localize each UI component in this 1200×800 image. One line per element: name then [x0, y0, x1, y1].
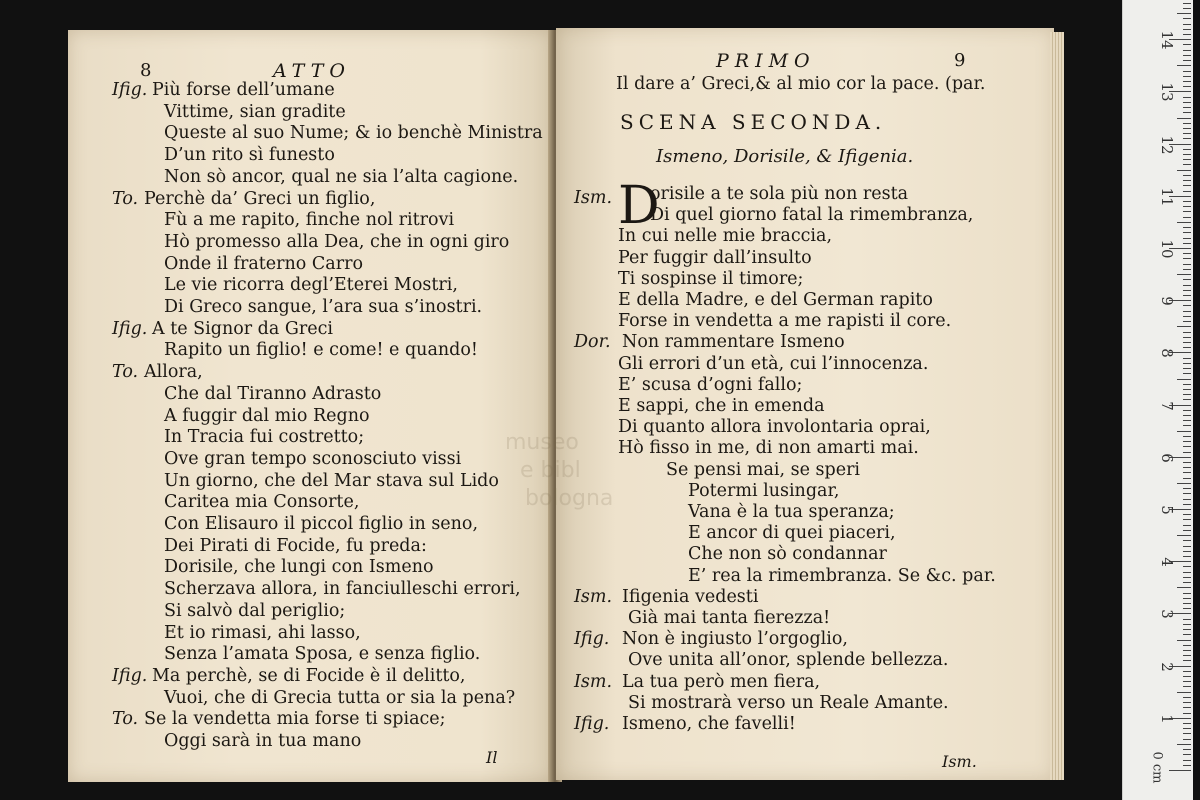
verse-line: Allora,: [144, 362, 203, 383]
verse-line: Gli errori d’un età, cui l’innocenza.: [618, 353, 929, 374]
ruler-tick: [1183, 660, 1191, 661]
verse-line: In cui nelle mie braccia,: [618, 226, 833, 247]
ruler-number: 4: [1158, 557, 1176, 567]
ruler-tick: [1183, 290, 1191, 291]
verse-line: E sappi, che in emenda: [618, 396, 825, 416]
verse-line: Caritea mia Consorte,: [164, 492, 360, 513]
ruler-tick: [1183, 728, 1191, 729]
ruler-tick: [1183, 467, 1191, 468]
verse-line: Di quel giorno fatal la rimembranza,: [650, 205, 974, 226]
ruler-tick: [1183, 676, 1191, 677]
speaker-label: Ifig.: [112, 665, 148, 686]
ruler-tick: [1183, 373, 1191, 374]
verse-line: Non sò ancor, qual ne sia l’alta cagione.: [164, 166, 519, 187]
ruler-tick: [1183, 3, 1191, 4]
ruler-number: 6: [1158, 453, 1176, 463]
ruler-tick: [1183, 238, 1191, 239]
ruler-tick: [1177, 640, 1191, 641]
ruler-tick: [1183, 410, 1191, 411]
ruler-tick: [1183, 645, 1191, 646]
ruler-tick: [1183, 551, 1191, 552]
ruler-number: 11: [1158, 187, 1176, 207]
speaker-label: Ism.: [574, 188, 613, 208]
ruler-tick: [1183, 514, 1191, 515]
ruler-tick: [1183, 582, 1191, 583]
verse-line: Hò fisso in me, di non amarti mai.: [618, 438, 919, 459]
ruler-tick: [1183, 185, 1191, 186]
ruler-tick: [1183, 399, 1191, 400]
ruler-tick: [1183, 671, 1191, 672]
verse-line: Si salvò dal periglio;: [164, 600, 346, 621]
ruler-tick: [1183, 206, 1191, 207]
verse-line: Vittime, sian gradite: [164, 101, 346, 122]
ruler-tick: [1183, 713, 1191, 714]
ruler-tick: [1183, 201, 1191, 202]
ruler-tick: [1183, 180, 1191, 181]
ruler-tick: [1183, 389, 1191, 390]
ruler-tick: [1183, 44, 1191, 45]
ruler-number: 14: [1158, 30, 1176, 50]
left-page: [68, 30, 553, 782]
ruler-tick: [1183, 227, 1191, 228]
ruler-tick: [1183, 149, 1191, 150]
ruler-tick: [1183, 97, 1191, 98]
verse-line: E’ rea la rimembranza. Se &c. par.: [688, 565, 996, 586]
speaker-label: To.: [112, 709, 139, 730]
ruler-tick: [1183, 504, 1191, 505]
ruler-tick: [1183, 593, 1191, 594]
ruler-tick: [1183, 733, 1191, 734]
verse-line: Dorisile, che lungi con Ismeno: [164, 557, 434, 578]
ruler-tick: [1183, 608, 1191, 609]
verse-line: Rapito un figlio! e come! e quando!: [164, 340, 478, 361]
ruler-tick: [1183, 702, 1191, 703]
ruler-tick: [1177, 587, 1191, 588]
ruler-tick: [1183, 264, 1191, 265]
ruler-tick: [1183, 154, 1191, 155]
ruler-tick: [1177, 326, 1191, 327]
ruler-tick: [1177, 379, 1191, 380]
ruler-tick: [1183, 50, 1191, 51]
ruler-tick: [1183, 232, 1191, 233]
verse-line: Hò promesso alla Dea, che in ogni giro: [164, 231, 510, 252]
ruler-tick: [1183, 436, 1191, 437]
right-page-number: 9: [954, 50, 966, 71]
verse-line: Per fuggir dall’insulto: [618, 247, 812, 268]
ruler-tick: [1183, 29, 1191, 30]
verse-line: Di quanto allora involontaria oprai,: [618, 417, 931, 438]
verse-line: Vuoi, che di Grecia tutta or sia la pena?: [164, 687, 516, 708]
ruler-tick: [1169, 770, 1191, 771]
ruler-tick: [1183, 332, 1191, 333]
ruler-tick: [1183, 337, 1191, 338]
verse-line: D’un rito sì funesto: [164, 145, 335, 166]
speaker-label: Ism.: [574, 671, 613, 692]
ruler-tick: [1183, 499, 1191, 500]
ruler-tick: [1183, 76, 1191, 77]
ruler-tick: [1177, 170, 1191, 171]
verse-line: Ove unita all’onor, splende bellezza.: [628, 650, 949, 671]
verse-line: E ancor di quei piaceri,: [688, 523, 896, 544]
verse-line: Se pensi mai, se speri: [666, 459, 861, 480]
ruler-tick: [1177, 118, 1191, 119]
verse-line: Fù a me rapito, finche nol ritrovi: [164, 210, 455, 231]
verse-line: orisile a te sola più non resta: [650, 184, 909, 204]
ruler-number: 2: [1158, 661, 1176, 672]
right-catchword: Ism.: [942, 752, 977, 771]
ruler-tick: [1183, 760, 1191, 761]
ruler-number: 7: [1158, 400, 1176, 411]
verse-line: Che dal Tiranno Adrasto: [164, 383, 382, 404]
ruler-tick: [1183, 107, 1191, 108]
ruler-tick: [1183, 754, 1191, 755]
watermark-line: bologna: [525, 486, 614, 511]
verse-line: In Tracia fui costretto;: [164, 427, 365, 448]
ruler-tick: [1183, 295, 1191, 296]
ruler-tick: [1183, 452, 1191, 453]
ruler-tick: [1183, 321, 1191, 322]
watermark-line: museo: [505, 430, 579, 455]
ruler-number: 9: [1158, 296, 1176, 306]
ruler-tick: [1183, 681, 1191, 682]
ruler-tick: [1183, 258, 1191, 259]
ruler-tick: [1177, 13, 1191, 14]
verse-line: Che non sò condannar: [688, 544, 887, 565]
ruler-tick: [1183, 441, 1191, 442]
verse-line: Ove gran tempo sconosciuto vissi: [164, 448, 462, 469]
ruler-tick: [1183, 478, 1191, 479]
ruler-tick: [1183, 18, 1191, 19]
ruler-tick: [1177, 431, 1191, 432]
ruler-tick: [1183, 420, 1191, 421]
verse-line: Potermi lusingar,: [688, 480, 840, 501]
ruler-number: 1: [1158, 714, 1176, 724]
left-catchword: Il: [486, 748, 498, 767]
ruler-tick: [1183, 446, 1191, 447]
ruler-tick: [1183, 269, 1191, 270]
ruler-tick: [1183, 749, 1191, 750]
ruler-tick: [1183, 347, 1191, 348]
verse-line: Ismeno, che favelli!: [622, 714, 796, 734]
verse-line: Vana è la tua speranza;: [688, 502, 895, 522]
speaker-label: Dor.: [574, 332, 611, 353]
left-running-head: ATTO: [273, 60, 351, 82]
ruler-tick: [1183, 175, 1191, 176]
ruler-tick: [1183, 624, 1191, 625]
ruler-tick: [1183, 363, 1191, 364]
speaker-label: To.: [112, 362, 139, 383]
ruler-tick: [1183, 577, 1191, 578]
ruler-tick: [1183, 159, 1191, 160]
speaker-label: Ism.: [574, 586, 613, 607]
ruler-tick: [1183, 556, 1191, 557]
scene-title: SCENA SECONDA.: [620, 110, 887, 134]
ruler-tick: [1177, 744, 1191, 745]
verse-line: Onde il fraterno Carro: [164, 253, 363, 274]
left-page-number: 8: [140, 60, 152, 81]
ruler-tick: [1177, 65, 1191, 66]
ruler-tick: [1183, 311, 1191, 312]
verse-line: Queste al suo Nume; & io benchè Ministra: [164, 123, 543, 144]
ruler-tick: [1183, 546, 1191, 547]
ruler-tick: [1177, 222, 1191, 223]
ruler-tick: [1183, 707, 1191, 708]
ruler-tick: [1183, 279, 1191, 280]
right-page: [556, 28, 1054, 780]
verse-line: Dei Pirati di Focide, fu preda:: [164, 535, 427, 556]
ruler-number: 10: [1158, 239, 1176, 259]
ruler-tick: [1183, 384, 1191, 385]
ruler-tick: [1177, 692, 1191, 693]
ruler-tick: [1183, 8, 1191, 9]
ruler-tick: [1183, 697, 1191, 698]
ruler-tick: [1183, 128, 1191, 129]
ruler-tick: [1183, 55, 1191, 56]
right-first-line: Il dare a’ Greci,& al mio cor la pace. (par.: [616, 74, 986, 94]
ruler-tick: [1183, 650, 1191, 651]
ruler-tick: [1183, 316, 1191, 317]
right-running-head: PRIMO: [716, 50, 816, 72]
ruler-tick: [1183, 634, 1191, 635]
watermark-line: e bibl: [520, 458, 581, 483]
verse-line: Senza l’amata Sposa, e senza figlio.: [164, 644, 481, 665]
verse-line: E’ scusa d’ogni fallo;: [618, 374, 803, 395]
drop-cap: D: [618, 176, 660, 236]
verse-line: Più forse dell’umane: [152, 80, 335, 100]
ruler-tick: [1183, 629, 1191, 630]
ruler-tick: [1183, 519, 1191, 520]
ruler-tick: [1183, 243, 1191, 244]
ruler-tick: [1183, 472, 1191, 473]
ruler-tick: [1183, 493, 1191, 494]
verse-line: Ti sospinse il timore;: [618, 268, 804, 289]
ruler-tick: [1177, 535, 1191, 536]
ruler-tick: [1183, 305, 1191, 306]
verse-line: Scherzava allora, in fanciulleschi errori,: [164, 579, 521, 600]
ruler-tick: [1183, 138, 1191, 139]
verse-line: La tua però men fiera,: [622, 671, 821, 692]
ruler-tick: [1183, 164, 1191, 165]
speaker-label: Ifig.: [112, 318, 148, 339]
ruler-tick: [1183, 358, 1191, 359]
ruler-tick: [1183, 488, 1191, 489]
verse-line: Non rammentare Ismeno: [622, 332, 845, 353]
ruler-tick: [1183, 133, 1191, 134]
ruler-tick: [1183, 102, 1191, 103]
ruler-tick: [1183, 686, 1191, 687]
ruler-tick: [1183, 530, 1191, 531]
ruler-tick: [1183, 123, 1191, 124]
ruler-tick: [1183, 425, 1191, 426]
speaker-label: Ifig.: [112, 80, 148, 100]
ruler-tick: [1183, 765, 1191, 766]
ruler-number: 13: [1158, 82, 1176, 102]
verse-line: Un giorno, che del Mar stava sul Lido: [164, 470, 499, 491]
ruler-tick: [1183, 60, 1191, 61]
ruler-tick: [1183, 394, 1191, 395]
ruler-tick: [1183, 619, 1191, 620]
ruler-tick: [1183, 540, 1191, 541]
ruler-tick: [1183, 253, 1191, 254]
ruler-tick: [1183, 525, 1191, 526]
ruler-unit: 0 cm: [1149, 751, 1165, 784]
ruler-tick: [1183, 71, 1191, 72]
verse-line: Le vie ricorra degl’Eterei Mostri,: [164, 275, 458, 296]
verse-line: Oggi sarà in tua mano: [164, 731, 362, 751]
ruler-tick: [1183, 566, 1191, 567]
ruler-tick: [1183, 81, 1191, 82]
ruler-tick: [1183, 598, 1191, 599]
ruler-tick: [1183, 211, 1191, 212]
measurement-ruler: [1122, 0, 1193, 800]
verse-line: Forse in vendetta a me rapisti il core.: [618, 311, 952, 332]
ruler-number: 3: [1158, 609, 1176, 620]
ruler-number: 8: [1158, 348, 1176, 359]
ruler-tick: [1183, 191, 1191, 192]
ruler-tick: [1183, 217, 1191, 218]
ruler-tick: [1183, 723, 1191, 724]
verse-line: Perchè da’ Greci un figlio,: [144, 188, 376, 209]
ruler-tick: [1183, 368, 1191, 369]
verse-line: Si mostrarà verso un Reale Amante.: [628, 692, 949, 713]
verse-line: E della Madre, e del German rapito: [618, 290, 933, 310]
page-edges: [1050, 32, 1064, 780]
speaker-label: Ifig.: [574, 629, 610, 650]
ruler-number: 5: [1158, 505, 1176, 515]
ruler-tick: [1183, 285, 1191, 286]
verse-line: Se la vendetta mia forse ti spiace;: [144, 709, 446, 730]
speaker-label: Ifig.: [574, 714, 610, 734]
ruler-tick: [1183, 739, 1191, 740]
verse-line: Et io rimasi, ahi lasso,: [164, 622, 361, 643]
scene-characters: Ismeno, Dorisile, & Ifigenia.: [656, 146, 914, 167]
ruler-tick: [1183, 24, 1191, 25]
verse-line: Di Greco sangue, l’ara sua s’inostri.: [164, 297, 483, 317]
verse-line: A te Signor da Greci: [152, 318, 333, 339]
ruler-tick: [1183, 655, 1191, 656]
ruler-tick: [1183, 415, 1191, 416]
ruler-tick: [1183, 342, 1191, 343]
ruler-tick: [1183, 462, 1191, 463]
verse-line: Ifigenia vedesti: [622, 586, 759, 607]
verse-line: Ma perchè, se di Focide è il delitto,: [152, 665, 466, 686]
ruler-tick: [1183, 572, 1191, 573]
ruler-number: 12: [1158, 135, 1176, 155]
verse-line: Non è ingiusto l’orgoglio,: [622, 629, 848, 650]
verse-line: Già mai tanta fierezza!: [628, 608, 831, 628]
ruler-tick: [1183, 86, 1191, 87]
ruler-tick: [1177, 274, 1191, 275]
ruler-tick: [1183, 603, 1191, 604]
ruler-tick: [1183, 34, 1191, 35]
verse-line: Con Elisauro il piccol figlio in seno,: [164, 514, 479, 534]
speaker-label: To.: [112, 188, 139, 209]
ruler-tick: [1183, 112, 1191, 113]
verse-line: A fuggir dal mio Regno: [164, 405, 370, 426]
ruler-tick: [1177, 483, 1191, 484]
